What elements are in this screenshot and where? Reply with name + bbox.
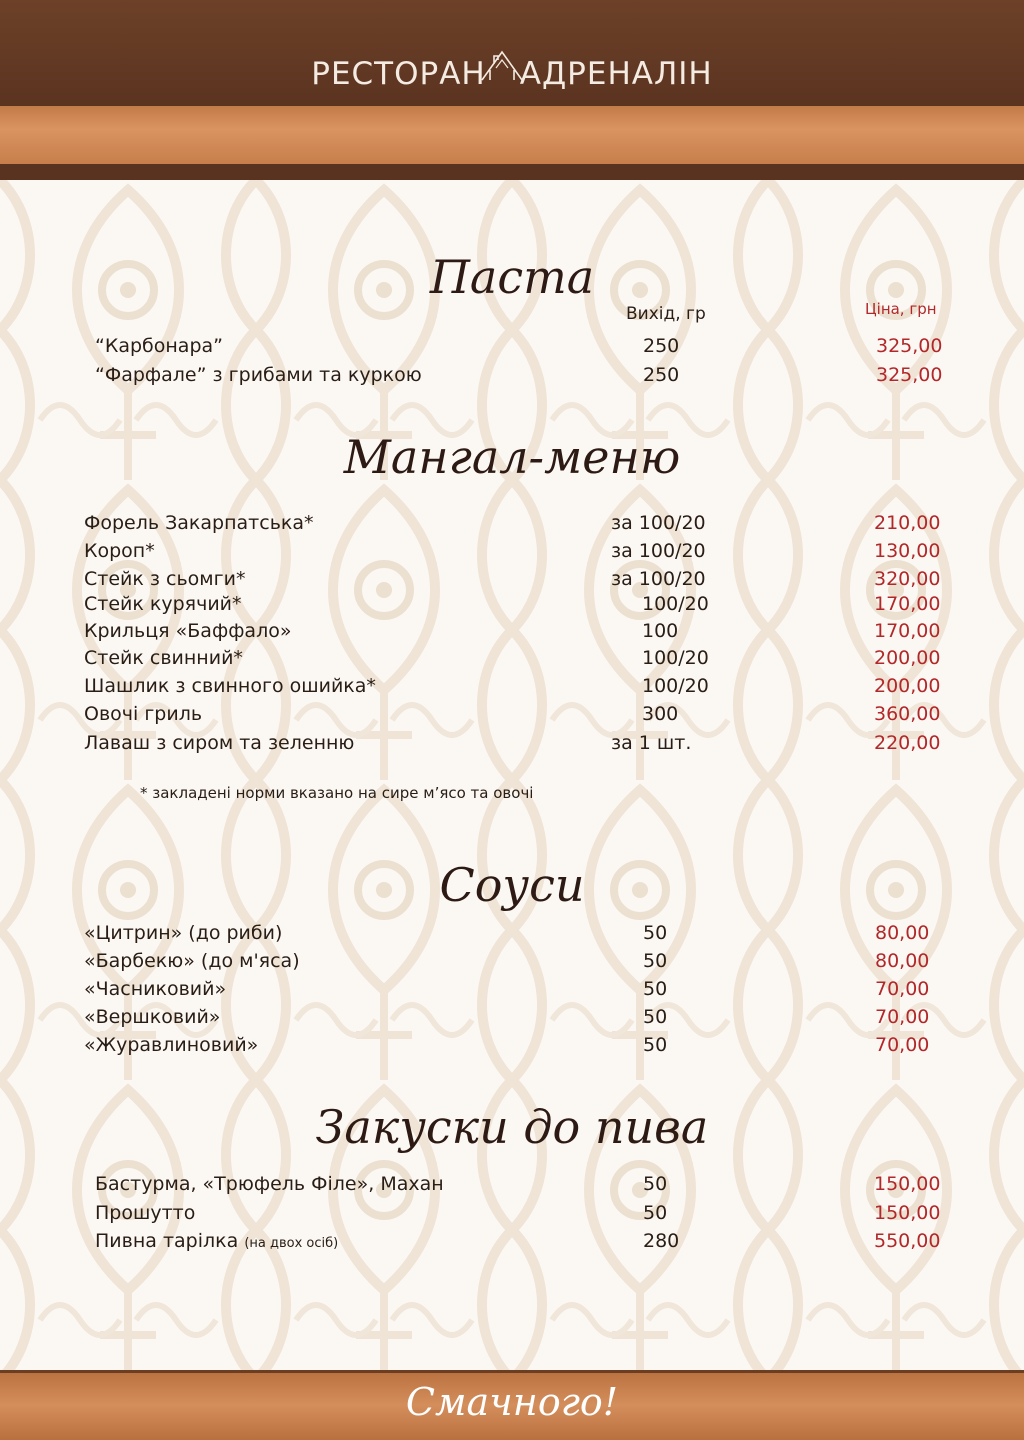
restaurant-logo (0, 52, 1024, 92)
menu-item (0, 922, 1024, 950)
item-name: «Часниковий» (84, 978, 227, 1000)
section-title-sauces: Соуси (439, 858, 585, 912)
logo-word-adrenalin: АДРЕНАЛІН (519, 56, 713, 92)
item-name: “Карбонара” (95, 335, 223, 357)
footer-banner (0, 1370, 1024, 1440)
menu-item (0, 1173, 1024, 1201)
item-price: 130,00 (874, 540, 941, 562)
menu-item (0, 732, 1024, 760)
item-price: 325,00 (876, 364, 943, 386)
menu-item (0, 950, 1024, 978)
item-price: 70,00 (875, 1034, 930, 1056)
item-price: 200,00 (874, 647, 941, 669)
weight-column-header: Вихід, гр (626, 304, 706, 324)
item-name: “Фарфале” з грибами та куркою (95, 364, 422, 386)
item-weight: за 1 шт. (611, 732, 692, 754)
item-weight: 100/20 (642, 647, 709, 669)
item-weight: 50 (643, 1173, 668, 1195)
section-title-snacks: Закуски до пива (315, 1100, 709, 1154)
menu-item (0, 1006, 1024, 1034)
item-name-note: (на двох осіб) (244, 1236, 339, 1251)
item-name: Прошутто (95, 1202, 196, 1224)
item-price: 80,00 (875, 950, 930, 972)
menu-item (0, 1034, 1024, 1062)
item-name: «Вершковий» (84, 1006, 221, 1028)
item-name: Стейк з сьомги* (84, 568, 246, 590)
item-weight: 250 (643, 335, 680, 357)
house-roof-icon (480, 44, 524, 84)
item-name: Лаваш з сиром та зеленню (84, 732, 355, 754)
item-name: Стейк свинний* (84, 647, 243, 669)
header-banner (0, 0, 1024, 180)
item-weight: за 100/20 (611, 512, 706, 534)
item-price: 150,00 (874, 1173, 941, 1195)
menu-item (0, 568, 1024, 596)
item-price: 360,00 (874, 703, 941, 725)
item-name: «Цитрин» (до риби) (84, 922, 283, 944)
menu-item (0, 1230, 1024, 1258)
item-weight: 50 (643, 1006, 668, 1028)
item-name: Короп* (84, 540, 155, 562)
item-price: 70,00 (875, 1006, 930, 1028)
item-name: Шашлик з свинного ошийка* (84, 675, 376, 697)
item-weight: 50 (643, 922, 668, 944)
item-name (95, 1230, 338, 1252)
menu-item (0, 593, 1024, 621)
item-weight: за 100/20 (611, 568, 706, 590)
item-name: «Барбекю» (до м'яса) (84, 950, 300, 972)
menu-item (0, 512, 1024, 540)
menu-item (0, 675, 1024, 703)
menu-item (0, 540, 1024, 568)
logo-word-restaurant: РЕСТОРАН (311, 56, 486, 92)
item-weight: 50 (643, 978, 668, 1000)
item-weight: 100/20 (642, 675, 709, 697)
item-price: 220,00 (874, 732, 941, 754)
menu-item (0, 1202, 1024, 1230)
item-price: 150,00 (874, 1202, 941, 1224)
menu-item (0, 620, 1024, 648)
item-price: 320,00 (874, 568, 941, 590)
item-weight: 300 (642, 703, 679, 725)
mangal-footnote: * закладені норми вказано на сире м’ясо та овочі (140, 784, 534, 802)
footer-text: Смачного! (405, 1380, 619, 1424)
menu-item (0, 335, 1024, 363)
section-title-pasta: Паста (429, 250, 595, 304)
item-weight: за 100/20 (611, 540, 706, 562)
item-price: 325,00 (876, 335, 943, 357)
item-weight: 50 (643, 950, 668, 972)
item-price: 200,00 (874, 675, 941, 697)
menu-item (0, 978, 1024, 1006)
item-price: 70,00 (875, 978, 930, 1000)
header-bottom-strip (0, 164, 1024, 180)
item-price: 80,00 (875, 922, 930, 944)
item-price: 170,00 (874, 620, 941, 642)
price-column-header: Ціна, грн (865, 300, 937, 318)
item-weight: 50 (643, 1202, 668, 1224)
item-price: 210,00 (874, 512, 941, 534)
item-name: Бастурма, «Трюфель Філе», Махан (95, 1173, 444, 1195)
item-price: 170,00 (874, 593, 941, 615)
item-weight: 100/20 (642, 593, 709, 615)
item-weight: 250 (643, 364, 680, 386)
footer-top-line (0, 1370, 1024, 1373)
item-weight: 50 (643, 1034, 668, 1056)
item-name-text: Пивна тарілка (95, 1230, 239, 1252)
item-name: Овочі гриль (84, 703, 203, 725)
item-weight: 280 (643, 1230, 680, 1252)
section-title-mangal: Мангал-меню (343, 430, 681, 484)
header-orange-band (0, 106, 1024, 164)
menu-item (0, 647, 1024, 675)
menu-item (0, 364, 1024, 392)
menu-item (0, 703, 1024, 731)
item-name: Крильця «Баффало» (84, 620, 292, 642)
item-weight: 100 (642, 620, 679, 642)
item-name: «Журавлиновий» (84, 1034, 259, 1056)
item-name: Стейк курячий* (84, 593, 242, 615)
item-name: Форель Закарпатська* (84, 512, 314, 534)
item-price: 550,00 (874, 1230, 941, 1252)
